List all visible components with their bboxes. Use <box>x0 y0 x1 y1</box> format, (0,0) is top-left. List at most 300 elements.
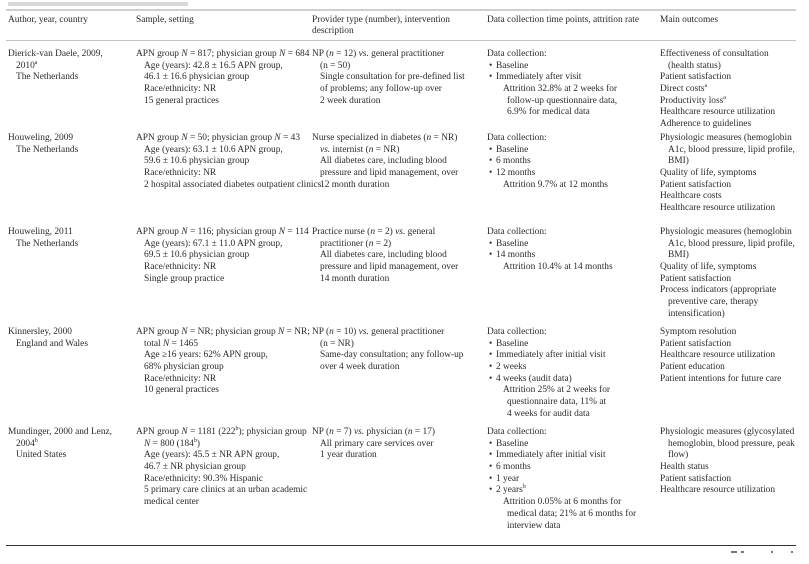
line-text: 68% physician group <box>144 362 224 373</box>
cell-line <box>136 374 310 386</box>
cell-line <box>660 462 795 474</box>
cell-line <box>660 327 781 339</box>
line-text-continued: ); physician group <box>238 427 307 437</box>
line-text: (n = NR) <box>320 338 354 349</box>
bullet-icon: • <box>489 373 493 384</box>
cell-line <box>660 227 795 239</box>
bullet-item <box>487 450 636 462</box>
cell-line <box>8 133 78 145</box>
line-text: Physiologic measures (hemoglobin <box>660 133 792 143</box>
cell-line <box>660 439 795 451</box>
line-text: 14 months <box>496 250 536 261</box>
line-text: vs. internist (n = NR) <box>320 144 400 155</box>
line-text: Direct costs <box>660 84 705 95</box>
bullet-item <box>487 156 608 168</box>
cell-line <box>487 497 636 509</box>
cell-line <box>312 439 435 451</box>
line-text: Physiologic measures (hemoglobin <box>660 227 792 237</box>
cell-line <box>660 180 795 192</box>
bullet-icon: • <box>489 60 493 71</box>
bullet-icon: • <box>489 168 493 179</box>
cell-line <box>8 227 78 239</box>
cell-sample <box>136 327 310 397</box>
line-text: interview data <box>507 520 561 531</box>
cell-author <box>8 227 78 250</box>
line-text: Data collection: <box>487 427 547 437</box>
cell-line <box>487 521 636 533</box>
cell-data-collection <box>487 427 636 532</box>
line-text: Single consultation for pre-defined list <box>320 72 465 83</box>
cell-line <box>660 61 775 73</box>
cell-line <box>660 374 781 386</box>
cell-line <box>660 485 795 497</box>
cell-data-collection <box>487 327 610 421</box>
cell-line <box>136 362 310 374</box>
line-text: BMI) <box>668 250 689 261</box>
cell-data-collection <box>487 227 613 274</box>
line-text: pressure and lipid management, over <box>320 168 459 179</box>
cell-line <box>136 385 310 397</box>
line-text: 2010 <box>16 60 35 71</box>
line-text: Healthcare costs <box>660 191 722 202</box>
cell-line <box>487 397 610 409</box>
cell-line <box>136 145 321 157</box>
line-text: Physiologic measures (glycosylated <box>660 427 795 437</box>
cell-line <box>136 485 307 497</box>
cell-line <box>487 49 617 61</box>
line-text: 15 general practices <box>144 95 219 106</box>
cell-line <box>660 168 795 180</box>
cell-line <box>312 61 465 73</box>
header-author: Author, year, country <box>8 15 88 25</box>
line-text: 12 month duration <box>320 179 390 190</box>
cell-line <box>312 72 465 84</box>
bullet-icon: • <box>489 238 493 249</box>
cell-line <box>660 107 775 119</box>
cell-line <box>136 439 307 451</box>
cell-line <box>660 250 795 262</box>
cell-provider <box>312 227 458 285</box>
cell-line <box>312 227 458 239</box>
cell-line <box>8 145 78 157</box>
cell-line <box>8 327 88 339</box>
cell-line <box>312 450 435 462</box>
line-text: Nurse specialized in diabetes (n = NR) <box>312 133 458 143</box>
line-text: Immediately after initial visit <box>496 350 606 361</box>
cell-line <box>660 49 775 61</box>
line-text: Productivity loss <box>660 95 724 106</box>
cell-line <box>312 274 458 286</box>
line-text: Baseline <box>496 338 529 349</box>
footnote-marker: b <box>34 437 38 444</box>
line-text: A1c, blood pressure, lipid profile, <box>668 144 795 155</box>
cell-line <box>660 119 775 131</box>
cell-data-collection <box>487 49 617 119</box>
cell-line <box>136 250 309 262</box>
bullet-icon: • <box>489 250 493 261</box>
header-provider-line2: description <box>312 26 354 36</box>
cell-line <box>487 427 636 439</box>
line-text: APN group N = NR; physician group N = NR; <box>136 327 310 337</box>
cell-line <box>312 362 463 374</box>
cell-line <box>487 227 613 239</box>
header-outcomes: Main outcomes <box>660 15 719 25</box>
cell-author <box>8 133 78 156</box>
line-text: Race/ethnicity: NR <box>144 262 217 273</box>
line-text: England and Wales <box>16 338 88 349</box>
cell-line <box>660 84 775 96</box>
cell-line <box>312 145 458 157</box>
footnote-marker: a <box>704 83 708 90</box>
line-text: NP (n = 12) vs. general practitioner <box>312 49 445 59</box>
cell-line <box>312 239 458 251</box>
line-text: Healthcare resource utilization <box>660 485 776 496</box>
cell-line <box>312 49 465 61</box>
cell-line <box>8 339 88 351</box>
line-text: BMI) <box>668 156 689 167</box>
line-text: 59.6 ± 10.6 physician group <box>144 156 250 167</box>
line-text: 1 year duration <box>320 450 377 461</box>
header-bottom-rule <box>6 40 796 41</box>
bullet-item <box>487 374 610 386</box>
line-text: Age (years): 42.8 ± 16.5 APN group, <box>144 60 283 71</box>
cell-line <box>136 339 310 351</box>
bullet-icon: • <box>489 362 493 373</box>
line-text: 69.5 ± 10.6 physician group <box>144 250 250 261</box>
cell-line <box>487 133 608 145</box>
cell-line <box>487 409 610 421</box>
line-text: Age (years): 63.1 ± 10.6 APN group, <box>144 144 283 155</box>
cell-line <box>312 250 458 262</box>
line-text: Patient intentions for future care <box>660 373 782 384</box>
bullet-icon: • <box>489 144 493 155</box>
cell-line <box>660 474 795 486</box>
line-text: N = 800 (184 <box>144 438 194 449</box>
cell-line <box>136 49 309 61</box>
line-text: total N = 1465 <box>144 338 199 349</box>
bullet-item <box>487 145 608 157</box>
footnote-marker: b <box>522 484 526 491</box>
header-provider <box>312 15 450 37</box>
cell-line <box>660 96 775 108</box>
line-text: Patient satisfaction <box>660 473 732 484</box>
cell-line <box>660 133 795 145</box>
cell-line <box>136 61 309 73</box>
cell-line <box>136 427 307 439</box>
line-text: APN group N = 50; physician group N = 43 <box>136 133 301 143</box>
line-text: APN group N = 817; physician group N = 684 <box>136 49 310 59</box>
line-text: Patient satisfaction <box>660 338 732 349</box>
bullet-item <box>487 72 617 84</box>
footnote-marker: a <box>34 59 38 66</box>
line-text: Health status <box>660 462 709 473</box>
cell-line <box>660 262 795 274</box>
line-text: medical data; 21% at 6 months for <box>507 508 637 519</box>
cell-line <box>136 450 307 462</box>
footnote-marker: b <box>235 426 239 432</box>
cell-line <box>487 385 610 397</box>
line-text: Single group practice <box>144 273 225 284</box>
line-text: Data collection: <box>487 327 547 337</box>
line-text: Quality of life, symptoms <box>660 168 757 179</box>
cell-line <box>136 462 307 474</box>
cell-line <box>487 107 617 119</box>
line-text: Healthcare resource utilization <box>660 107 776 118</box>
cell-provider <box>312 427 435 462</box>
bullet-item <box>487 350 610 362</box>
line-text: medical center <box>144 497 199 508</box>
cell-provider <box>312 327 463 374</box>
line-text: United States <box>16 450 67 461</box>
line-text: Dierick-van Daele, 2009, <box>8 49 103 59</box>
table-top-rule <box>6 9 796 11</box>
footnote-marker: a <box>723 94 726 101</box>
line-text: Data collection: <box>487 133 547 143</box>
bullet-icon: • <box>489 438 493 449</box>
bullet-item <box>487 339 610 351</box>
cell-sample <box>136 227 309 285</box>
cell-line <box>312 84 465 96</box>
line-text: Age (years): 45.5 ± NR APN group, <box>144 450 280 461</box>
line-text: 12 months <box>496 168 536 179</box>
line-text: 1 year <box>496 473 520 484</box>
cell-outcomes <box>660 49 775 131</box>
line-text: Race/ethnicity: NR <box>144 373 217 384</box>
line-text: 6.9% for medical data <box>507 107 590 118</box>
line-text: Effectiveness of consultation <box>660 49 769 59</box>
cell-line <box>660 72 775 84</box>
table-caption-illegible <box>8 2 188 6</box>
line-text: Mundinger, 2000 and Lenz, <box>8 427 113 437</box>
line-text: Practice nurse (n = 2) vs. general <box>312 227 436 237</box>
line-text: Houweling, 2009 <box>8 133 74 143</box>
cell-line <box>312 339 463 351</box>
line-text: 46.1 ± 16.6 physician group <box>144 72 250 83</box>
cell-line <box>660 285 795 297</box>
line-text: Baseline <box>496 144 529 155</box>
cell-line <box>136 227 309 239</box>
line-text: NP (n = 7) vs. physician (n = 17) <box>312 427 436 437</box>
cell-line <box>8 239 78 251</box>
cell-line <box>487 180 608 192</box>
table-bottom-rule <box>6 545 796 546</box>
bullet-icon: • <box>489 72 493 83</box>
line-text: The Netherlands <box>16 144 79 155</box>
cell-line <box>660 339 781 351</box>
cell-data-collection <box>487 133 608 191</box>
line-text: Age ≥16 years: 62% APN group, <box>144 350 268 361</box>
line-text: Patient satisfaction <box>660 179 732 190</box>
line-text: Healthcare resource utilization <box>660 350 776 361</box>
cell-line <box>660 156 795 168</box>
cell-line <box>660 297 795 309</box>
line-text: preventive care, therapy <box>668 297 759 308</box>
line-text: The Netherlands <box>16 238 79 249</box>
line-text: hemoglobin, blood pressure, peak <box>668 438 795 449</box>
line-text: Same-day consultation; any follow-up <box>320 350 464 361</box>
header-provider-line1: Provider type (number), intervention <box>312 15 450 25</box>
cell-line <box>8 427 112 439</box>
line-text-continued: ) <box>196 438 200 449</box>
cell-line <box>660 350 781 362</box>
cell-line <box>136 96 309 108</box>
line-text: Kinnersley, 2000 <box>8 327 72 337</box>
bullet-item <box>487 439 636 451</box>
cell-line <box>136 84 309 96</box>
bullet-icon: • <box>489 485 493 496</box>
line-text: APN group N = 1181 (222 <box>136 427 236 437</box>
cell-line <box>136 474 307 486</box>
cell-line <box>660 309 795 321</box>
cell-line <box>136 133 321 145</box>
line-text: follow-up questionnaire data, <box>507 95 618 106</box>
line-text: A1c, blood pressure, lipid profile, <box>668 238 795 249</box>
cell-line <box>487 96 617 108</box>
cell-line <box>136 239 309 251</box>
line-text: Symptom resolution <box>660 327 737 337</box>
line-text: Patient education <box>660 362 725 373</box>
line-text: Attrition 0.05% at 6 months for <box>503 497 622 508</box>
line-text: Data collection: <box>487 227 547 237</box>
header-data-collection: Data collection time points, attrition rate <box>487 15 640 25</box>
line-text: Attrition 25% at 2 weeks for <box>503 385 611 396</box>
cell-line <box>8 439 112 451</box>
cell-line <box>136 168 321 180</box>
bullet-icon: • <box>489 450 493 461</box>
line-text: Attrition 10.4% at 14 months <box>503 262 613 273</box>
bullet-item <box>487 239 613 251</box>
cell-sample <box>136 133 321 191</box>
cell-line <box>660 362 781 374</box>
bullet-icon: • <box>489 462 493 473</box>
line-text: Patient satisfaction <box>660 72 732 83</box>
line-text: All primary care services over <box>320 438 434 449</box>
cell-sample <box>136 427 307 509</box>
cell-outcomes <box>660 327 781 385</box>
line-text: 46.7 ± NR physician group <box>144 462 246 473</box>
line-text: flow) <box>668 450 689 461</box>
line-text: 4 weeks for audit data <box>507 408 590 419</box>
bullet-item <box>487 168 608 180</box>
header-sample: Sample, setting <box>136 15 194 25</box>
footnote-marker: b <box>193 437 197 444</box>
cell-line <box>312 427 435 439</box>
cell-provider <box>312 49 465 107</box>
cell-line <box>660 145 795 157</box>
line-text: 4 weeks (audit data) <box>496 373 572 384</box>
bullet-item <box>487 485 636 497</box>
cell-line <box>660 427 795 439</box>
cell-line <box>8 49 103 61</box>
line-text: over 4 week duration <box>320 362 400 373</box>
page-mark <box>771 551 773 553</box>
line-text: Patient satisfaction <box>660 273 732 284</box>
bullet-icon: • <box>489 338 493 349</box>
line-text: Attrition 32.8% at 2 weeks for <box>503 84 618 95</box>
cell-line <box>487 262 613 274</box>
cell-provider <box>312 133 458 191</box>
bullet-item <box>487 250 613 262</box>
line-text: Baseline <box>496 438 529 449</box>
cell-line <box>136 350 310 362</box>
cell-line <box>312 156 458 168</box>
line-text: Age (years): 67.1 ± 11.0 APN group, <box>144 238 283 249</box>
line-text: 6 months <box>496 462 531 473</box>
bullet-item <box>487 362 610 374</box>
line-text: 10 general practices <box>144 385 219 396</box>
cell-line <box>8 72 103 84</box>
line-text: practitioner (n = 2) <box>320 238 392 249</box>
cell-line <box>136 72 309 84</box>
cell-line <box>136 180 321 192</box>
bullet-item <box>487 462 636 474</box>
cell-line <box>312 180 458 192</box>
cell-line <box>136 156 321 168</box>
cell-line <box>660 191 795 203</box>
line-text: (health status) <box>668 60 721 71</box>
line-text: Data collection: <box>487 49 547 59</box>
bullet-icon: • <box>489 473 493 484</box>
cell-outcomes <box>660 427 795 497</box>
cell-line <box>312 133 458 145</box>
line-text: questionnaire data, 11% at <box>507 397 607 408</box>
line-text: Baseline <box>496 238 529 249</box>
line-text: 5 primary care clinics at an urban academic <box>144 485 308 496</box>
line-text: All diabetes care, including blood <box>320 156 447 167</box>
bullet-item <box>487 474 636 486</box>
line-text: 2 years <box>496 485 523 496</box>
line-text: NP (n = 10) vs. general practitioner <box>312 327 445 337</box>
cell-line <box>8 450 112 462</box>
line-text: Race/ethnicity: NR <box>144 84 217 95</box>
line-text: Quality of life, symptoms <box>660 262 757 273</box>
line-text: Race/ethnicity: 90.3% Hispanic <box>144 473 263 484</box>
line-text: Adherence to guidelines <box>660 119 752 130</box>
cell-line <box>312 327 463 339</box>
line-text: (n = 50) <box>320 60 351 71</box>
line-text: 2004 <box>16 438 35 449</box>
line-text: pressure and lipid management, over <box>320 262 459 273</box>
cell-line <box>136 274 309 286</box>
cell-line <box>487 327 610 339</box>
line-text: 2 hospital associated diabetes outpatient clinics <box>144 179 322 190</box>
line-text: Attrition 9.7% at 12 months <box>503 179 608 190</box>
cell-sample <box>136 49 309 107</box>
cell-author <box>8 427 112 462</box>
bullet-icon: • <box>489 350 493 361</box>
cell-line <box>136 262 309 274</box>
line-text: 14 month duration <box>320 273 390 284</box>
line-text: Process indicators (appropriate <box>660 285 777 296</box>
line-text: Immediately after visit <box>496 72 582 83</box>
cell-author <box>8 327 88 350</box>
line-text: Houweling, 2011 <box>8 227 73 237</box>
bullet-item <box>487 61 617 73</box>
cell-line <box>8 61 103 73</box>
page-mark <box>731 551 737 553</box>
line-text: Race/ethnicity: NR <box>144 168 217 179</box>
cell-line <box>312 262 458 274</box>
cell-line <box>487 509 636 521</box>
line-text: intensification) <box>668 308 725 319</box>
bullet-icon: • <box>489 156 493 167</box>
page-mark <box>791 551 793 553</box>
cell-line <box>660 274 795 286</box>
line-text: 2 week duration <box>320 95 381 106</box>
line-text: Baseline <box>496 60 529 71</box>
cell-line <box>136 497 307 509</box>
line-text: of problems; any follow-up over <box>320 84 442 95</box>
